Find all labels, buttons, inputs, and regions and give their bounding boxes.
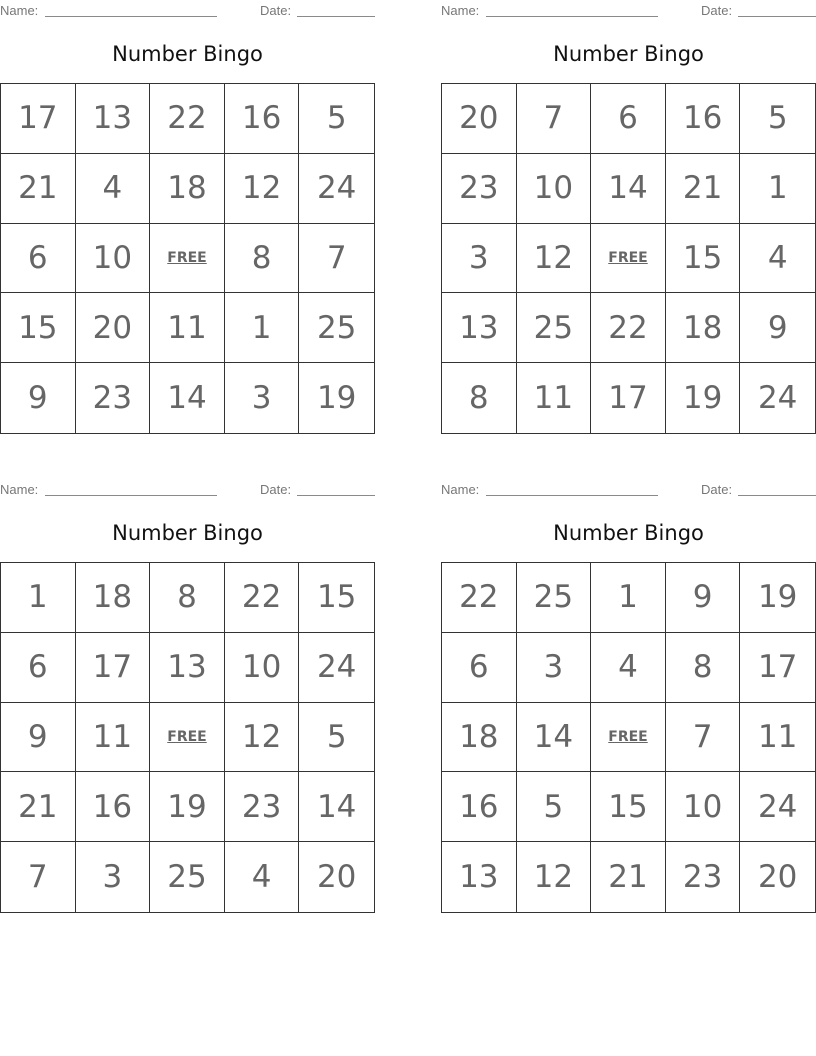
bingo-cell: 21	[591, 842, 666, 912]
bingo-cell: 11	[740, 703, 815, 773]
bingo-cell: 24	[757, 380, 798, 417]
bingo-card	[0, 0, 375, 417]
bingo-card	[441, 0, 816, 417]
bingo-cell: 8	[225, 224, 300, 294]
bingo-cell: 22	[225, 563, 300, 633]
bingo-cell: 5	[517, 772, 592, 842]
name-field-line[interactable]	[45, 16, 217, 17]
name-field-line[interactable]	[486, 16, 658, 17]
bingo-cell: 11	[150, 293, 225, 363]
bingo-cell: 19	[150, 772, 225, 842]
bingo-cell: 13	[76, 84, 151, 154]
date-field-line[interactable]	[738, 495, 816, 496]
bingo-cell: 4	[591, 633, 666, 703]
bingo-cell: 20	[757, 859, 798, 896]
bingo-cell: 18	[442, 703, 517, 773]
bingo-cell: 18	[150, 154, 225, 224]
date-label: Date:	[260, 482, 292, 497]
bingo-cell: 15	[666, 224, 741, 294]
bingo-cell: 8	[442, 363, 517, 433]
bingo-cell: 7	[666, 703, 741, 773]
bingo-cell: 23	[442, 154, 517, 224]
bingo-cell: 9	[1, 703, 76, 773]
bingo-cell: 16	[76, 772, 151, 842]
bingo-cell: 16	[666, 84, 741, 154]
bingo-cell: 19	[666, 363, 741, 433]
name-label: Name:	[441, 3, 480, 18]
bingo-cell: 16	[225, 84, 300, 154]
card-title: Number Bingo	[553, 521, 704, 545]
bingo-cell: 14	[517, 703, 592, 773]
bingo-cell: 12	[225, 154, 300, 224]
bingo-cell: 25	[517, 563, 592, 633]
date-field-line[interactable]	[738, 16, 816, 17]
card-title: Number Bingo	[553, 42, 704, 66]
bingo-card	[441, 479, 816, 896]
bingo-cell: 22	[591, 293, 666, 363]
bingo-cell: 11	[76, 703, 151, 773]
bingo-cell: 6	[1, 224, 76, 294]
bingo-cell: 14	[591, 154, 666, 224]
bingo-cell: 6	[1, 633, 76, 703]
bingo-cell: 6	[442, 633, 517, 703]
bingo-cell: 15	[299, 563, 374, 633]
card-header-fields	[441, 479, 816, 501]
bingo-cell: 17	[1, 84, 76, 154]
bingo-cell: 10	[76, 224, 151, 294]
card-header-fields	[0, 0, 375, 22]
bingo-cell: 3	[442, 224, 517, 294]
bingo-cell: 25	[517, 293, 592, 363]
bingo-cell: 16	[442, 772, 517, 842]
date-field-line[interactable]	[297, 495, 375, 496]
bingo-grid	[0, 83, 375, 434]
bingo-cell: 23	[225, 772, 300, 842]
bingo-cell: 8	[150, 563, 225, 633]
bingo-cell: 15	[591, 772, 666, 842]
card-title: Number Bingo	[112, 42, 263, 66]
card-title: Number Bingo	[112, 521, 263, 545]
bingo-cell: 5	[299, 84, 374, 154]
bingo-cell: 9	[1, 363, 76, 433]
bingo-cell: 24	[740, 772, 815, 842]
name-label: Name:	[0, 482, 39, 497]
bingo-grid	[441, 562, 816, 913]
date-field-line[interactable]	[297, 16, 375, 17]
bingo-cell: 11	[517, 363, 592, 433]
bingo-cell: 1	[740, 154, 815, 224]
bingo-cell: 14	[150, 363, 225, 433]
date-label: Date:	[260, 3, 292, 18]
bingo-cell: 10	[517, 154, 592, 224]
bingo-cell: 1	[591, 563, 666, 633]
bingo-cell: 22	[150, 84, 225, 154]
free-space-cell: FREE	[150, 703, 225, 773]
bingo-grid	[441, 83, 816, 434]
bingo-cell: 6	[591, 84, 666, 154]
bingo-cell: 23	[666, 842, 741, 912]
bingo-cell: 8	[666, 633, 741, 703]
bingo-cell: 3	[517, 633, 592, 703]
bingo-cell: 17	[76, 633, 151, 703]
free-space-cell: FREE	[150, 224, 225, 294]
bingo-cell: 17	[591, 363, 666, 433]
bingo-cell: 24	[299, 154, 374, 224]
bingo-cell: 22	[442, 563, 517, 633]
bingo-cell: 15	[1, 293, 76, 363]
bingo-cell: 7	[1, 842, 76, 912]
bingo-cell: 18	[76, 563, 151, 633]
bingo-cell: 13	[442, 842, 517, 912]
bingo-cell: 21	[1, 772, 76, 842]
bingo-cell: 4	[225, 842, 300, 912]
bingo-card	[0, 479, 375, 896]
bingo-cell: 4	[740, 224, 815, 294]
bingo-cell: 9	[666, 563, 741, 633]
bingo-cell: 10	[666, 772, 741, 842]
bingo-cell: 7	[299, 224, 374, 294]
bingo-cell: 24	[299, 633, 374, 703]
bingo-cell: 13	[150, 633, 225, 703]
bingo-cell: 21	[666, 154, 741, 224]
bingo-grid	[0, 562, 375, 913]
card-header-fields	[0, 479, 375, 501]
bingo-cell: 12	[517, 224, 592, 294]
bingo-cell: 5	[740, 84, 815, 154]
bingo-cell: 12	[225, 703, 300, 773]
bingo-cell: 1	[1, 563, 76, 633]
bingo-cell: 9	[740, 293, 815, 363]
bingo-cell: 19	[740, 563, 815, 633]
free-space-cell: FREE	[591, 703, 666, 773]
bingo-cell: 3	[76, 842, 151, 912]
bingo-cell: 25	[299, 293, 374, 363]
bingo-cell: 18	[666, 293, 741, 363]
bingo-cell: 1	[225, 293, 300, 363]
bingo-cell: 21	[1, 154, 76, 224]
bingo-cell: 20	[442, 84, 517, 154]
bingo-cell: 5	[299, 703, 374, 773]
bingo-cell: 20	[76, 293, 151, 363]
bingo-cell: 20	[316, 859, 357, 896]
bingo-cell: 13	[442, 293, 517, 363]
date-label: Date:	[701, 482, 733, 497]
name-field-line[interactable]	[486, 495, 658, 496]
bingo-cell: 3	[225, 363, 300, 433]
bingo-cell: 7	[517, 84, 592, 154]
name-field-line[interactable]	[45, 495, 217, 496]
free-space-cell: FREE	[591, 224, 666, 294]
bingo-cell: 17	[740, 633, 815, 703]
date-label: Date:	[701, 3, 733, 18]
bingo-cell: 23	[76, 363, 151, 433]
bingo-cell: 25	[150, 842, 225, 912]
bingo-cell: 14	[299, 772, 374, 842]
name-label: Name:	[441, 482, 480, 497]
bingo-cell: 10	[225, 633, 300, 703]
card-header-fields	[441, 0, 816, 22]
bingo-cell: 4	[76, 154, 151, 224]
bingo-cell: 19	[316, 380, 357, 417]
name-label: Name:	[0, 3, 39, 18]
bingo-cell: 12	[517, 842, 592, 912]
